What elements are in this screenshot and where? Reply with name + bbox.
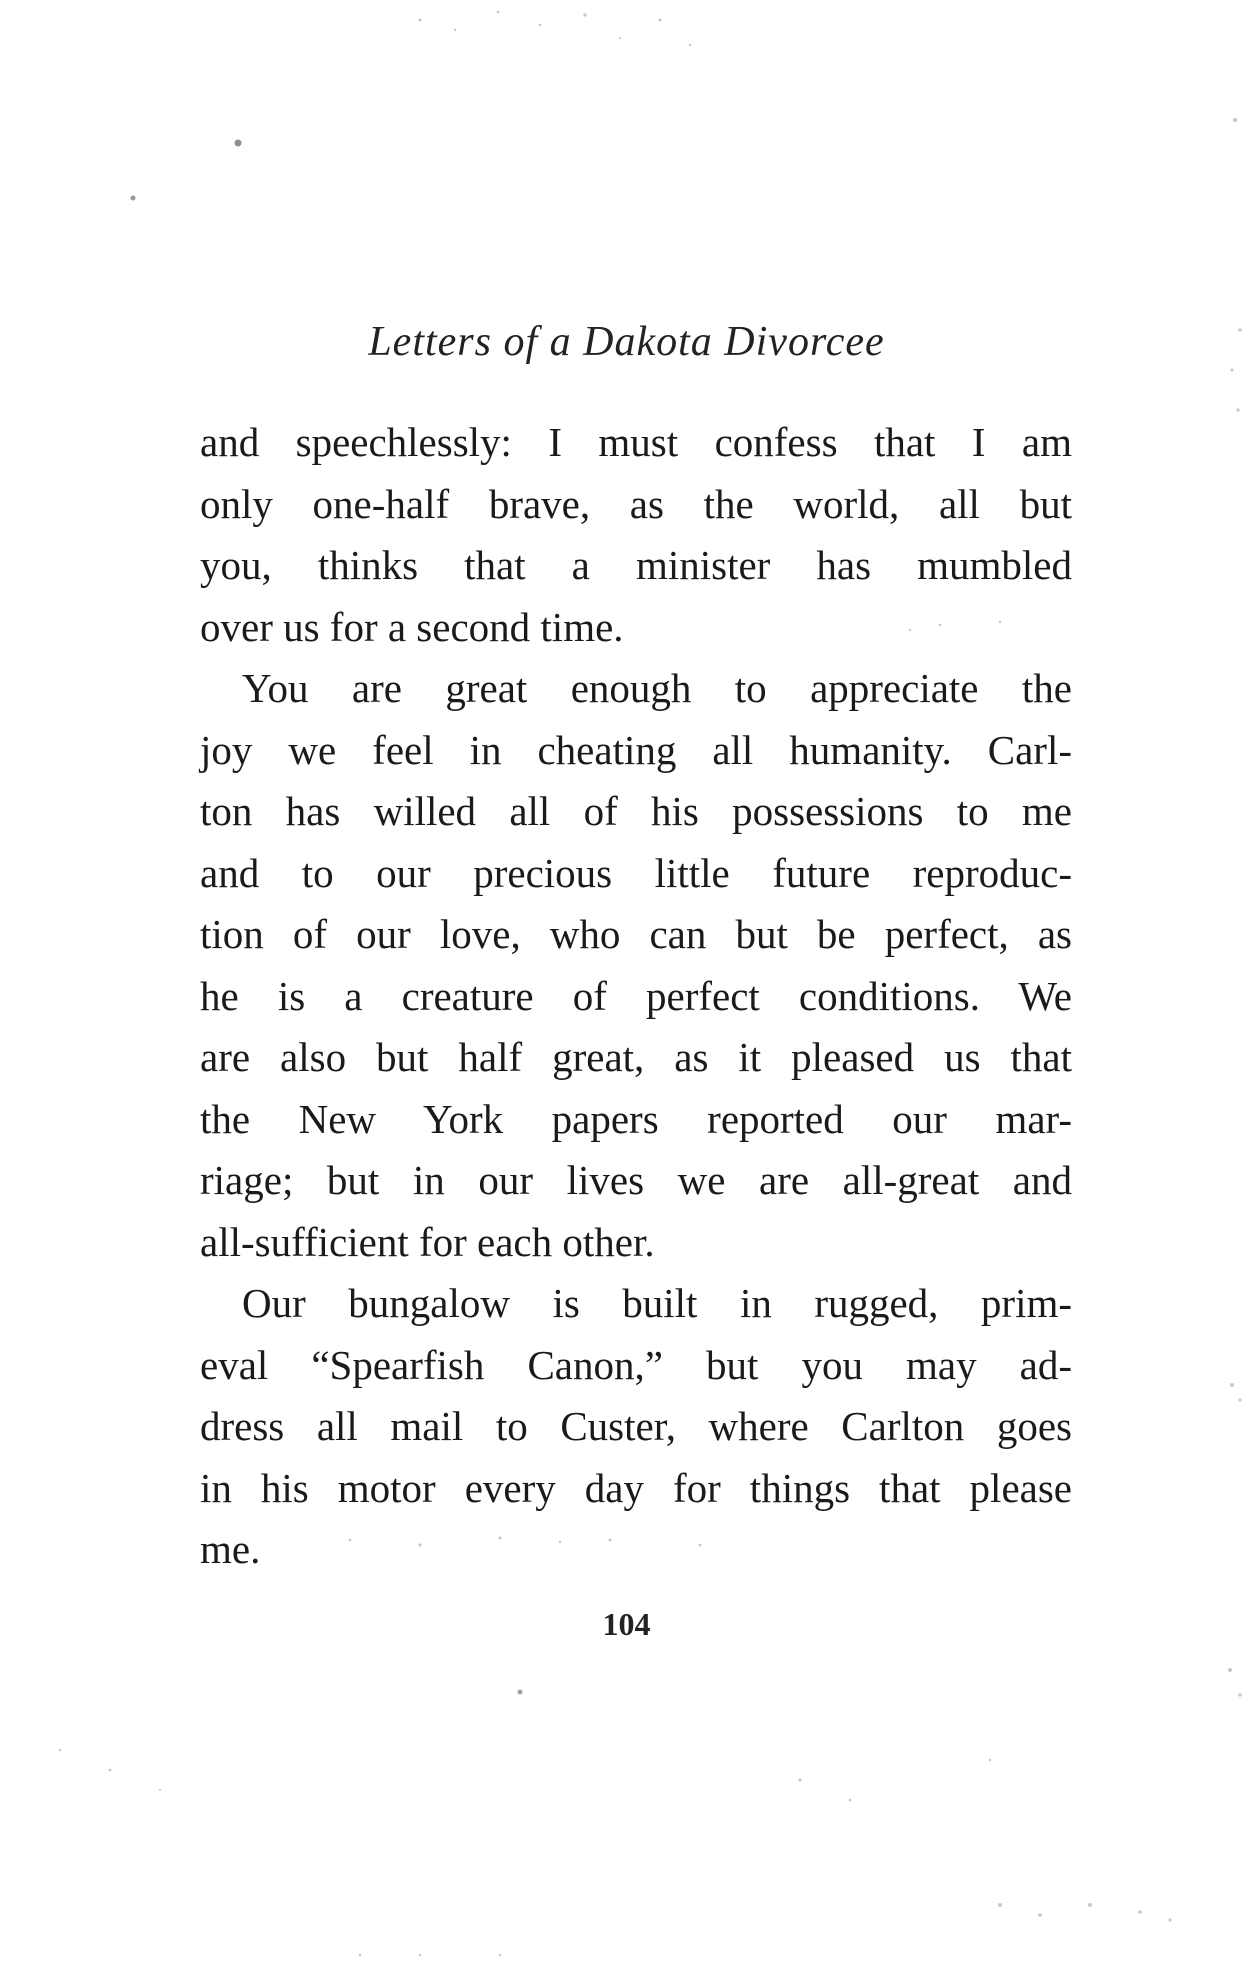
text-line: riage; but in our lives we are all-great and	[200, 1157, 1072, 1203]
text-line: the New York papers reported our mar-	[200, 1095, 1072, 1142]
running-head: Letters of a Dakota Divorcee	[368, 319, 885, 365]
text-line: you, thinks that a minister has mumbled	[200, 542, 1072, 588]
text-line: joy we feel in cheating all humanity. Carl-	[200, 726, 1072, 773]
body-text	[200, 412, 1072, 1581]
text-line: over us for a second time.	[200, 603, 624, 650]
paragraph	[200, 412, 1072, 658]
text-line: tion of our love, who can but be perfect, as	[200, 911, 1072, 957]
text-line: only one-half brave, as the world, all but	[200, 480, 1072, 527]
text-line: me.	[200, 1526, 261, 1572]
text-line: and to our precious little future reproduc-	[200, 849, 1072, 896]
text-line: all-sufficient for each other.	[200, 1218, 655, 1265]
page-number: 104	[602, 1606, 651, 1642]
text-line: You are great enough to appreciate the	[242, 665, 1072, 711]
text-line: in his motor every day for things that please	[200, 1464, 1072, 1511]
paragraph	[200, 658, 1072, 1273]
text-line: dress all mail to Custer, where Carlton goes	[200, 1403, 1072, 1449]
text-line: Our bungalow is built in rugged, prim-	[242, 1280, 1072, 1326]
text-line: and speechlessly: I must confess that I am	[200, 419, 1072, 465]
text-line: eval “Spearfish Canon,” but you may ad-	[200, 1341, 1072, 1388]
text-line: ton has willed all of his possessions to me	[200, 788, 1072, 834]
text-line: are also but half great, as it pleased us that	[200, 1034, 1072, 1080]
paragraph	[200, 1273, 1072, 1581]
text-line: he is a creature of perfect conditions. We	[200, 972, 1072, 1019]
